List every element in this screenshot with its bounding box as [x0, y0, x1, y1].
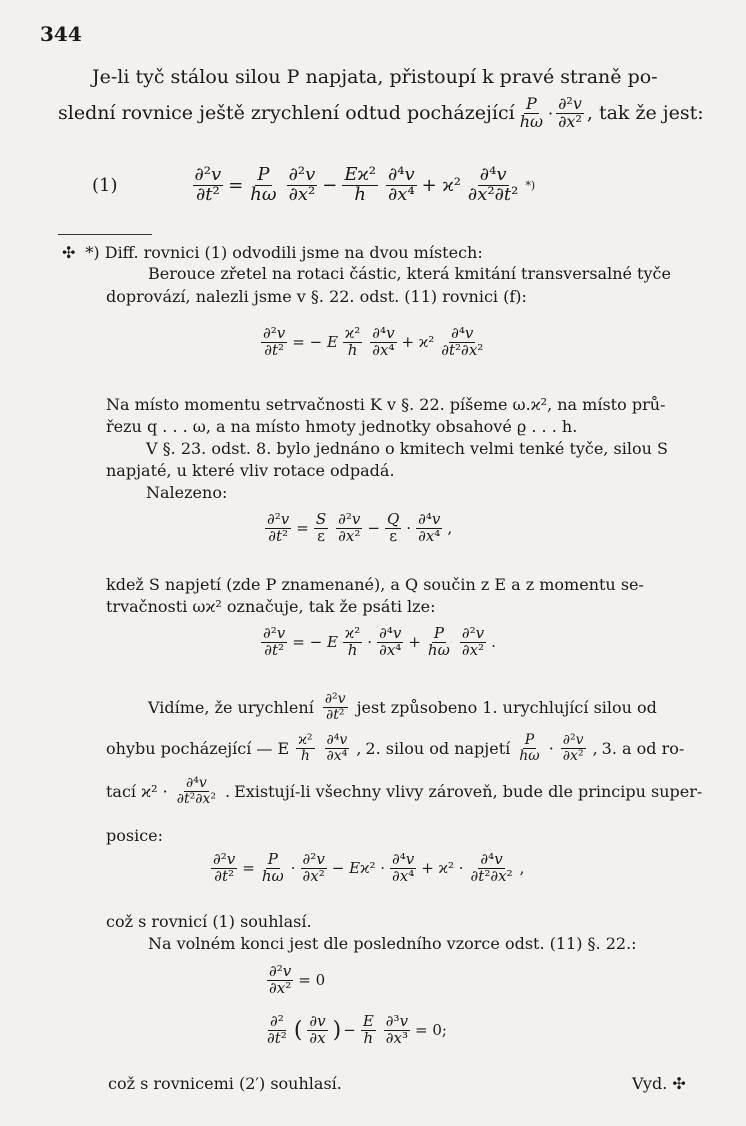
footnote-line: řezu q . . . ω, a na místo hmoty jednotky obsahové ϱ . . . h.	[106, 417, 578, 436]
footnote-line: Na místo momentu setrvačnosti K v §. 22. píšeme ω.ϰ², na místo prů-	[106, 395, 666, 414]
text-span: tací ϰ² ·	[106, 781, 168, 801]
text-span: 2. silou od napjetí	[365, 738, 511, 758]
footnote-line: Vidíme, že urychlení $\frac{\text{∂²v}}{\text{∂t²}}$ jest způsobeno 1. urychlující silou od	[148, 691, 657, 723]
footnote-line: což s rovnicí (1) souhlasí.	[106, 912, 312, 931]
footnote-line: což s rovnicemi (2′) souhlasí.	[108, 1074, 342, 1093]
fraction: $\frac{P}{h\omega}$	[519, 94, 544, 131]
fraction: $\frac{\text{∂²v}}{\text{∂x²}}$	[558, 94, 582, 131]
equation-s: $\frac{\text{∂²v}}{\text{∂t²}}$ = $\frac{S}{\varepsilon}$ $\frac{\text{∂²v}}{\text{∂x²}}$ − $\frac{Q}{\varepsilon}$ · $\frac{\text{∂⁴v}}{\text{∂x⁴}}$ ,	[267, 510, 453, 545]
text-span: , tak že jest:	[586, 102, 704, 125]
footnote-line: trvačnosti ωϰ² označuje, tak že psáti lze:	[106, 597, 436, 616]
text-span: slední rovnice ještě zrychlení odtud pocházející	[58, 102, 515, 125]
equation-f: $\frac{\text{∂²v}}{\text{∂t²}}$ = − E $\frac{\text{ϰ²}}{h}$ $\frac{\text{∂⁴v}}{\text{∂x⁴}}$ + ϰ² $\frac{\text{∂⁴v}}{\text{∂t²∂x²}}$	[263, 324, 484, 359]
equation-p: $\frac{\text{∂²v}}{\text{∂t²}}$ = − E $\frac{\text{ϰ²}}{h}$ · $\frac{\text{∂⁴v}}{\text{∂x⁴}}$ + $\frac{P}{h\omega}$ $\frac{\text{∂²v}}{\text{∂x²}}$ .	[263, 624, 496, 659]
footnote-line: Na volném konci jest dle posledního vzorce odst. (11) §. 22.:	[148, 934, 637, 953]
footnote-line: V §. 23. odst. 8. bylo jednáno o kmitech velmi tenké tyče, silou S	[146, 439, 668, 458]
footnote-line: ohybu pocházející — E $\frac{\text{ϰ²}}{h}$ $\frac{\text{∂⁴v}}{\text{∂x⁴}}$ , 2. silou od napjetí $\frac{P}{h\omega}$ · $\frac{\text{∂²v}}{\text{∂x²}}$ , 3. a od ro-	[106, 732, 685, 764]
signature-mark: Vyd. ✣	[632, 1074, 686, 1093]
footnote-line: tací ϰ² · $\frac{\text{∂⁴v}}{\text{∂t²∂x²}}$ . Existují-li všechny vlivy zároveň, bude dle principu super-	[106, 775, 703, 807]
footnote-line: Berouce zřetel na rotaci částic, která kmitání transversalné tyče	[148, 264, 671, 283]
text-span: jest způsobeno 1. urychlující silou od	[356, 697, 657, 717]
ornament-icon: ✣	[62, 243, 76, 262]
equation-1: (1) $\frac{\text{∂²v}}{\text{∂t²}}$ = $\frac{P}{h\omega}$ $\frac{\text{∂²v}}{\text{∂x²}}$ − $\frac{\text{Eϰ²}}{h}$ $\frac{\text{∂⁴v}}{\text{∂x⁴}}$ + ϰ² $\frac{\text{∂⁴v}}{\text{∂x²∂t²}}$ *)	[92, 164, 536, 205]
paragraph-line-2: slední rovnice ještě zrychlení odtud pocházející $\frac{P}{h\omega}$ · $\frac{\text{∂²v}}{\text{∂x²}}$ , tak že jest:	[58, 94, 704, 131]
equation-boundary-1: $\frac{\text{∂²v}}{\text{∂x²}}$ = 0	[269, 962, 326, 997]
text-span: *) Diff. rovnici (1) odvodili jsme na dvou místech:	[85, 243, 483, 262]
footnote-line: doprovází, nalezli jsme v §. 22. odst. (11) rovnici (f):	[106, 287, 527, 306]
text-span: 3. a od ro-	[601, 738, 685, 758]
footnote-rule	[58, 234, 152, 235]
footnote-line: posice:	[106, 826, 164, 845]
footnote-line: Nalezeno:	[146, 483, 228, 502]
text-span: Vidíme, že urychlení	[148, 697, 314, 717]
footnote-line: napjaté, u které vliv rotace odpadá.	[106, 461, 395, 480]
footnote-line: kdež S napjetí (zde P znamenané), a Q součin z E a z momentu se-	[106, 575, 644, 594]
paragraph-line: Je-li tyč stálou silou P napjata, přistoupí k pravé straně po-	[92, 66, 658, 88]
equation-boundary-2: $\frac{\text{∂²}}{\text{∂t²}}$ ( $\frac{\partial v}{\partial x}$ ) − $\frac{E}{h}$ $\frac{\text{∂³v}}{\text{∂x³}}$ = 0;	[267, 1012, 447, 1047]
footnote-line-1	[62, 243, 483, 262]
footnote-marker: *)	[525, 178, 536, 192]
equation-superposition: $\frac{\text{∂²v}}{\text{∂t²}}$ = $\frac{P}{h\omega}$ · $\frac{\text{∂²v}}{\text{∂x²}}$ − Eϰ² · $\frac{\text{∂⁴v}}{\text{∂x⁴}}$ + ϰ² · $\frac{\text{∂⁴v}}{\text{∂t²∂x²}}$ ,	[213, 850, 525, 885]
text-span: ohybu pocházející — E	[106, 738, 290, 758]
text-span: Existují-li všechny vlivy zároveň, bude dle principu super-	[234, 781, 703, 801]
equation-label: (1)	[92, 174, 118, 196]
page-number: 344	[40, 22, 82, 46]
